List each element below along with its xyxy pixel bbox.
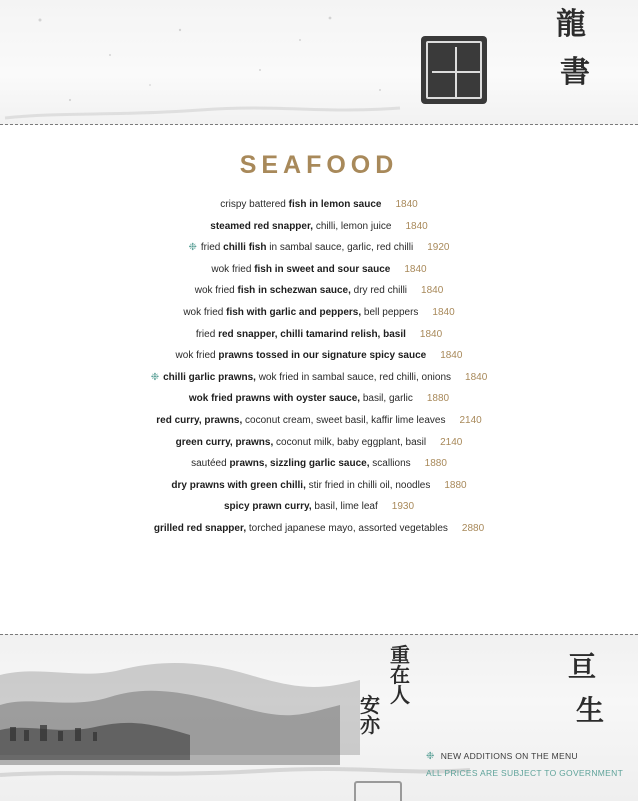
- menu-item: [0, 324, 638, 346]
- menu-item: [0, 216, 638, 238]
- footer-new-additions-text: NEW ADDITIONS ON THE MENU: [440, 751, 578, 761]
- red-seal-stamp-top: [421, 36, 487, 104]
- dish-name: prawns tossed in our signature spicy sauce: [218, 350, 427, 362]
- ink-texture-top: [0, 0, 638, 124]
- menu-item: [0, 388, 638, 410]
- dish-name: red snapper, chilli tamarind relish, basil: [218, 328, 406, 340]
- dish-name: fish in lemon sauce: [288, 199, 382, 210]
- dish-price: 1840: [404, 263, 427, 275]
- section-title: SEAFOOD: [239, 151, 399, 179]
- dish-description: coconut cream, sweet basil, kaffir lime leaves: [242, 414, 446, 426]
- dish-price: 1840: [421, 285, 444, 297]
- dish-description: scallions: [369, 458, 411, 470]
- dish-description: basil, lime leaf: [311, 501, 378, 513]
- top-decorative-band: [0, 0, 638, 125]
- dish-name: red curry, prawns,: [156, 414, 243, 426]
- dish-description: basil, garlic: [360, 393, 413, 405]
- dish-name: chilli fish: [223, 242, 267, 254]
- dish-prefix: fried: [200, 242, 224, 254]
- dish-price: 1840: [432, 306, 455, 318]
- dish-price: 2140: [440, 436, 463, 448]
- dish-price: 1840: [465, 371, 488, 383]
- dish-name: grilled red snapper,: [153, 522, 247, 534]
- dish-price: 1840: [395, 199, 418, 210]
- dish-name: wok fried prawns with oyster sauce,: [188, 393, 361, 405]
- dish-description: chilli, lemon juice: [313, 220, 392, 232]
- footer-new-additions: [426, 748, 638, 765]
- footer-prices-note: ALL PRICES ARE SUBJECT TO GOVERNMENT: [426, 768, 624, 778]
- dish-name: fish with garlic and peppers,: [226, 306, 362, 318]
- menu-item: [0, 280, 638, 302]
- dish-prefix: wok fried: [183, 306, 227, 318]
- dish-description: dry red chilli: [350, 285, 408, 297]
- calligraphy-bottom-4: 生: [576, 694, 605, 727]
- new-addition-icon: ❉: [426, 751, 435, 762]
- menu-item: [0, 518, 638, 540]
- dish-price: 1840: [419, 328, 443, 340]
- dish-price: 2880: [461, 522, 485, 534]
- dish-name: dry prawns with green chilli,: [171, 479, 306, 491]
- new-addition-icon: ❉: [150, 371, 160, 383]
- calligraphy-bottom-2: 安 亦: [360, 693, 380, 737]
- menu-item: [0, 259, 638, 281]
- menu-item: [0, 410, 638, 432]
- menu-item: [0, 302, 638, 324]
- dish-price: 1880: [426, 393, 450, 405]
- dish-prefix: wok fried: [175, 350, 219, 362]
- menu-item: [0, 453, 638, 475]
- dish-price: 1930: [391, 501, 415, 513]
- menu-item: [0, 432, 638, 454]
- menu-item: [0, 367, 638, 389]
- menu-item: [0, 475, 638, 497]
- dish-prefix: sautéed: [191, 458, 230, 470]
- dish-name: fish in schezwan sauce,: [237, 285, 351, 297]
- dish-prefix: wok fried: [194, 285, 238, 297]
- dish-price: 1880: [424, 458, 447, 470]
- dish-name: spicy prawn curry,: [223, 501, 312, 513]
- menu-item: [0, 237, 638, 259]
- menu-item: [0, 345, 638, 367]
- new-addition-icon: ❉: [188, 242, 197, 254]
- dish-description: stir fried in chilli oil, noodles: [305, 479, 431, 491]
- dish-description: torched japanese mayo, assorted vegetables: [246, 522, 448, 534]
- dish-price: 1840: [440, 350, 463, 362]
- dish-name: fish in sweet and sour sauce: [254, 263, 391, 275]
- menu-item: [0, 194, 638, 216]
- dish-description: in sambal sauce, garlic, red chilli: [266, 242, 414, 254]
- footer-notes: [426, 748, 638, 781]
- calligraphy-top-1: 龍: [556, 7, 586, 42]
- dish-name: green curry, prawns,: [175, 436, 274, 448]
- dish-description: wok fried in sambal sauce, red chilli, onions: [255, 371, 452, 383]
- dish-price: 1880: [444, 479, 467, 491]
- dish-price: 1920: [427, 242, 450, 254]
- dish-description: bell peppers: [361, 306, 419, 318]
- menu-list: [0, 194, 638, 540]
- menu-item: [0, 496, 638, 518]
- dish-price: 2140: [459, 414, 482, 426]
- seal-stamp-bottom: [354, 781, 402, 801]
- dish-name: prawns, sizzling garlic sauce,: [229, 458, 370, 470]
- dish-price: 1840: [405, 220, 428, 232]
- dish-name: chilli garlic prawns,: [163, 371, 256, 383]
- dish-prefix: fried: [195, 328, 219, 340]
- dish-name: steamed red snapper,: [210, 220, 314, 232]
- calligraphy-bottom-1: 重 在 人: [390, 643, 410, 707]
- calligraphy-top-2: 書: [560, 55, 590, 90]
- dish-description: coconut milk, baby eggplant, basil: [273, 436, 427, 448]
- dish-prefix: crispy battered: [220, 199, 289, 210]
- dish-prefix: wok fried: [211, 263, 255, 275]
- calligraphy-bottom-3: 亘: [568, 650, 597, 683]
